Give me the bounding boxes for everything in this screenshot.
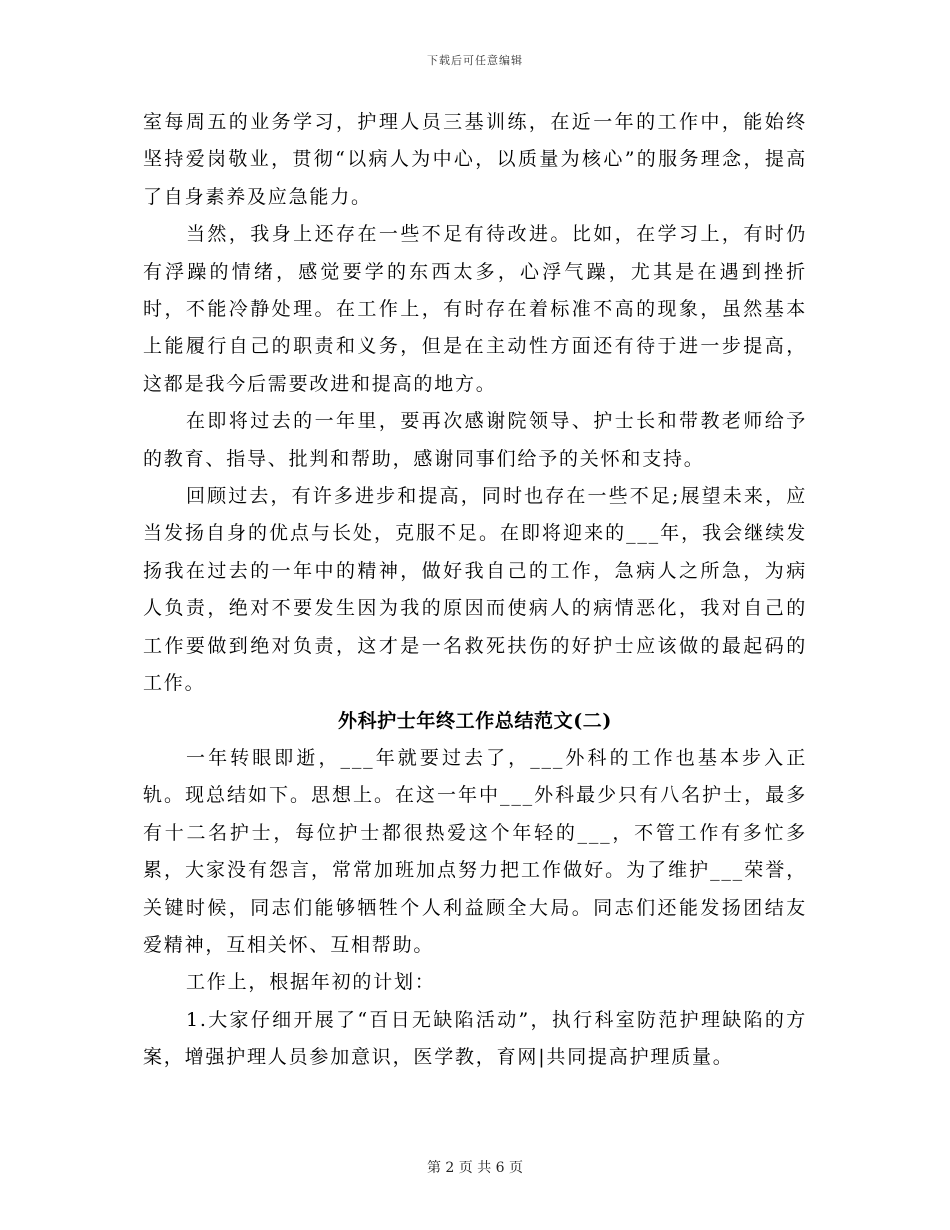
paragraph-1: 室每周五的业务学习，护理人员三基训练，在近一年的工作中，能始终坚持爱岗敬业，贯彻“以病人为中心，以质量为核心”的服务理念，提高了自身素养及应急能力。 bbox=[143, 111, 807, 208]
paragraph-7: 1.大家仔细开展了“百日无缺陷活动”，执行科室防范护理缺陷的方案，增强护理人员参加意识，医学教，育网|共同提高护理质量。 bbox=[143, 1008, 807, 1069]
paragraph-5: 一年转眼即逝，___年就要过去了，___外科的工作也基本步入正轨。现总结如下。思想上。在这一年中___外科最少只有八名护士，最多有十二名护士，每位护士都很热爱这个年轻的___，不管工作有多忙多累，大家没有怨言，常常加班加点努力把工作做好。为了维护___荣誉，关键时候，同志们能够牺牲个人利益顾全大局。同志们还能发扬团结友爱精神，互相关怀、互相帮助。 bbox=[143, 746, 807, 956]
document-body bbox=[143, 104, 807, 1077]
section-title: 外科护士年终工作总结范文(二) bbox=[338, 709, 612, 732]
paragraph-6: 工作上，根据年初的计划： bbox=[186, 971, 436, 994]
paragraph-2: 当然，我身上还存在一些不足有待改进。比如，在学习上，有时仍有浮躁的情绪，感觉要学的东西太多，心浮气躁，尤其是在遇到挫折时，不能冷静处理。在工作上，有时存在着标准不高的现象，虽然基本上能履行自己的职责和义务，但是在主动性方面还有待于进一步提高，这都是我今后需要改进和提高的地方。 bbox=[143, 223, 807, 395]
paragraph-3: 在即将过去的一年里，要再次感谢院领导、护士长和带教老师给予的教育、指导、批判和帮助，感谢同事们给予的关怀和支持。 bbox=[143, 410, 807, 470]
page-number: 第 2 页 共 6 页 bbox=[426, 1160, 524, 1176]
header-note: 下载后可任意编辑 bbox=[427, 54, 523, 67]
paragraph-4: 回顾过去，有许多进步和提高，同时也存在一些不足;展望未来，应当发扬自身的优点与长处，克服不足。在即将迎来的___年，我会继续发扬我在过去的一年中的精神，做好我自己的工作，急病人之所急，为病人负责，绝对不要发生因为我的原因而使病人的病情恶化，我对自己的工作要做到绝对负责，这才是一名救死扶伤的好护士应该做的最起码的工作。 bbox=[143, 485, 807, 695]
